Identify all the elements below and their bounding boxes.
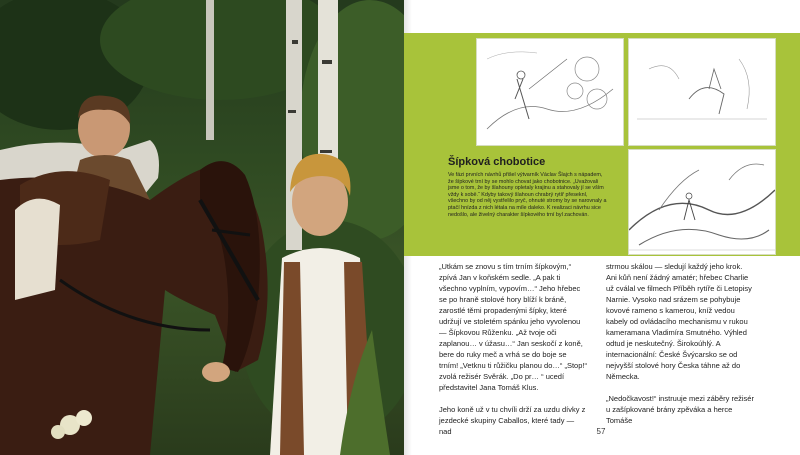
sidebar-caption-text: Ve fázi prvních návrhů přišel výtvarník Václav Šlajch s nápadem, že šípkové trní by se mohlo chovat jako chobotnice. „Uvažovali jsme o tom, že by šlahouny opletaly krajinu a stahovaly jí se vším vždy k sobě.“ Kdyby takový šlahoun chrabrý rytíř přeseknl, všechno by od něj vystřelilo pryč, ohnuté stromy by se narovnaly a ptačí hnízda z nich létala na míle daleko. K realizaci návrhu sice nedošlo, ale živelný charakter šípkového trní byl zachován. — [448, 172, 607, 218]
sidebar-heading: Šípková chobotice — [448, 156, 546, 168]
sketch-drawing-3 — [629, 150, 775, 254]
body-paragraph: strmou skálou — sledují každý jeho krok. Ani kůň není žádný amatér; hřebec Charlie už cválal ve filmech Příběh rytíře či Letopisy Narnie. Vysoko nad srázem se pohybuje kovové rameno s kamerou, kníž vedou kabely od ovládacího mechanismu v rukou kameramana Vladimíra Smutného. Výhled odtud je neskutečný. Širokoúhlý. A internacionální: České Švýcarsko se od nejvyšší stolové hory Česka táhne až do Německa. — [606, 262, 752, 381]
concept-sketch-tentacle-thorns — [628, 149, 776, 255]
body-paragraph: „Nedočkavost!“ instruuje mezi záběry režisér u zašípkované brány zpěváka a herce Tomáše — [606, 394, 754, 425]
page-number: 57 — [596, 427, 606, 436]
body-paragraph: „Utkám se znovu s tím trním šípkovým,“ zpívá Jan v koňském sedle. „A pak ti všechno vyplním, vypovím…“ Jeho hřebec se po hraně stolové hory blíží k bráně, zarostlé těmi propadenými šípky, které udržují ve stoletém spánku jeho vyvolenou — Šípkovou Růženku. „Až tvoje oči zaplanou… v úžasu…“ Jan seskočí z koně, bere do ruky meč a vrhá se do boje se trním! „Vetknu ti růžičku planou do…“ „Stop!“ zvolá režisér Svěrák. „Do pr… “ ucedí představitel Jana Tomáš Klus. — [439, 262, 587, 392]
sketch-drawing-1 — [477, 39, 623, 145]
sketch-drawing-2 — [629, 39, 775, 145]
concept-sketch-knight-thorns — [476, 38, 624, 146]
body-column-left — [439, 261, 587, 437]
body-column-right — [606, 261, 754, 426]
concept-sketch-rider — [628, 38, 776, 146]
body-paragraph: Jeho koně už v tu chvíli drží za uzdu dívky z jezdecké skupiny Caballos, které tady — nad — [439, 405, 586, 436]
